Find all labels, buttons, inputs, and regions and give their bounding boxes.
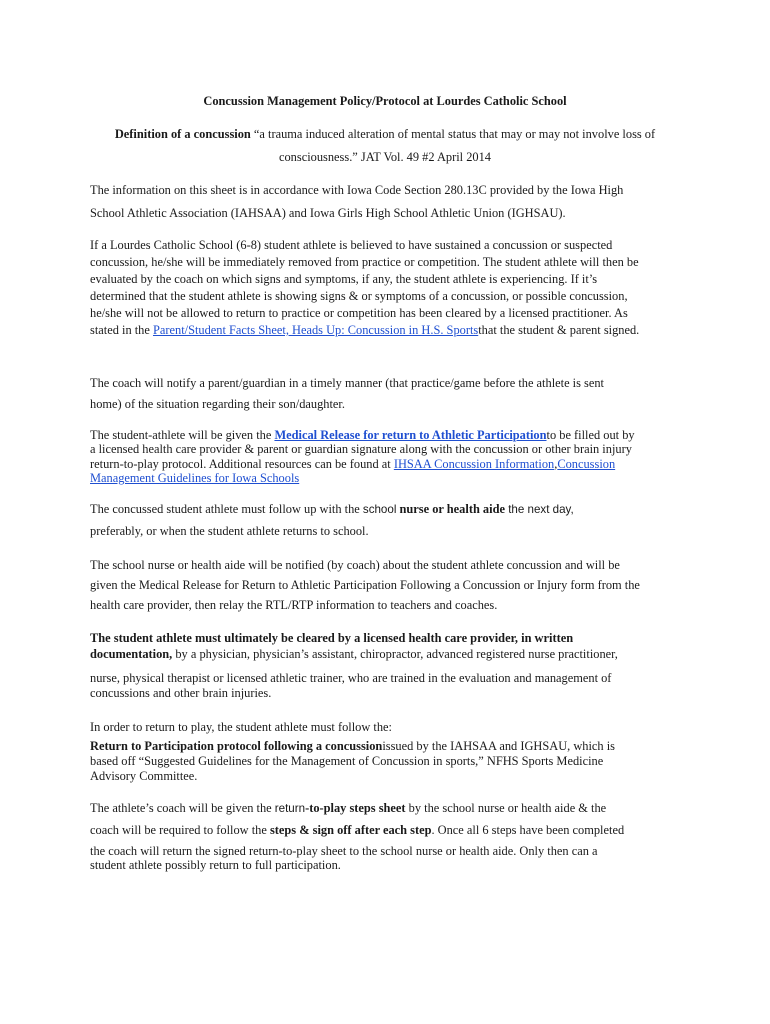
concussion-guidelines-link-part-1[interactable]: Concussion [557,457,616,471]
removal-line-1: If a Lourdes Catholic School (6-8) student athlete is believed to have sustained a concussion or suspected [90,238,613,252]
cleared-line-2 [90,647,618,662]
iowa-code-line-2: School Athletic Association (IAHSAA) and Iowa Girls High School Athletic Union (IGHSAU). [90,206,566,220]
followup-line-1-pre: The concussed student athlete must follow up with the [90,502,363,516]
definition-text-1: “a trauma induced alteration of mental status that may or may not involve loss of [250,127,656,141]
steps-line-1 [90,801,606,816]
definition-line-1 [0,127,770,142]
steps-line-1-post: by the school nurse or health aide & the [405,801,607,815]
release-line-3 [90,457,615,472]
steps-line-1-pre: The athlete’s coach will be given the [90,801,275,815]
release-line-1-post: to be filled out by [546,428,635,442]
return-play-line-1: In order to return to play, the student athlete must follow the: [90,720,393,734]
steps-signoff-bold: steps & sign off after each step [269,823,432,837]
medical-release-link[interactable]: Medical Release for return to Athletic Participation [274,428,547,442]
followup-line-1 [90,502,574,517]
release-line-1 [90,428,635,443]
concussion-guidelines-link-part-2[interactable]: Management Guidelines for Iowa Schools [90,471,300,485]
removal-line-6-pre: stated in the [90,323,153,337]
steps-line-4: student athlete possibly return to full participation. [90,858,341,872]
removal-line-4: determined that the student athlete is showing signs & or symptoms of a concussion, or possible concussion, [90,289,628,303]
page-title: Concussion Management Policy/Protocol at Lourdes Catholic School [203,94,567,108]
removal-line-2: concussion, he/she will be immediately removed from practice or competition. The student athlete will then be [90,255,639,269]
notify-line-2: home) of the situation regarding their son/daughter. [90,397,345,411]
removal-line-6-post: that the student & parent signed. [478,323,640,337]
steps-sheet-bold: -to-play steps sheet [305,801,406,815]
nurse-notify-line-1: The school nurse or health aide will be notified (by coach) about the student athlete concussion and will be [90,558,620,572]
release-line-3-sep: , [554,457,558,471]
steps-line-2 [90,823,624,838]
ihsaa-concussion-info-link[interactable]: IHSAA Concussion Information [393,457,555,471]
return-play-line-2 [90,739,615,754]
removal-line-5: he/she will not be allowed to return to practice or competition has been cleared by a licensed practitioner. As [90,306,628,320]
return-protocol-bold: Return to Participation protocol following a concussion [90,739,383,753]
steps-line-3: the coach will return the signed return-to-play sheet to the school nurse or health aide. Only then can a [90,844,598,858]
iowa-code-line-1: The information on this sheet is in accordance with Iowa Code Section 280.13C provided by the Iowa High [90,183,624,197]
steps-line-2-pre: coach will be required to follow the [90,823,270,837]
nurse-notify-line-3: health care provider, then relay the RTL/RTP information to teachers and coaches. [90,598,498,612]
followup-nurse-bold: nurse or health aide [399,502,505,516]
followup-line-2: preferably, or when the student athlete returns to school. [90,524,369,538]
removal-line-6 [90,323,639,338]
return-play-line-3: based off “Suggested Guidelines for the Management of Concussion in sports,” NFHS Sports Medicine [90,754,604,768]
followup-line-1-post: the next day, [504,503,574,516]
followup-school: school [362,503,397,516]
return-play-line-4: Advisory Committee. [90,769,198,783]
release-line-3-pre: return-to-play protocol. Additional resources can be found at [90,457,394,471]
notify-line-1: The coach will notify a parent/guardian in a timely manner (that practice/game before the athlete is sent [90,376,604,390]
cleared-line-4: concussions and other brain injuries. [90,686,272,700]
steps-line-2-post: . Once all 6 steps have been completed [431,823,625,837]
cleared-documentation-bold: documentation, [90,647,173,661]
removal-line-3: evaluated by the coach on which signs and symptoms, if any, the student athlete is experiencing. If it’s [90,272,598,286]
definition-label: Definition of a concussion [114,127,251,141]
release-line-2: a licensed health care provider & parent or guardian signature along with the concussion or other brain injury [90,442,632,456]
cleared-line-3: nurse, physical therapist or licensed athletic trainer, who are trained in the evaluation and management of [90,671,612,685]
cleared-line-2-rest: by a physician, physician’s assistant, chiropractor, advanced registered nurse practitioner, [172,647,618,661]
steps-return-word: return [274,802,306,815]
release-line-4 [90,471,299,486]
facts-sheet-link[interactable]: Parent/Student Facts Sheet, Heads Up: Concussion in H.S. Sports [152,323,479,337]
nurse-notify-line-2: given the Medical Release for Return to Athletic Participation Following a Concussion or Injury form from the [90,578,640,592]
release-line-1-pre: The student-athlete will be given the [90,428,275,442]
definition-line-2: consciousness.” JAT Vol. 49 #2 April 2014 [278,150,492,164]
return-play-line-2-rest: issued by the IAHSAA and IGHSAU, which is [382,739,615,753]
cleared-line-1: The student athlete must ultimately be cleared by a licensed health care provider, in written [90,631,574,645]
